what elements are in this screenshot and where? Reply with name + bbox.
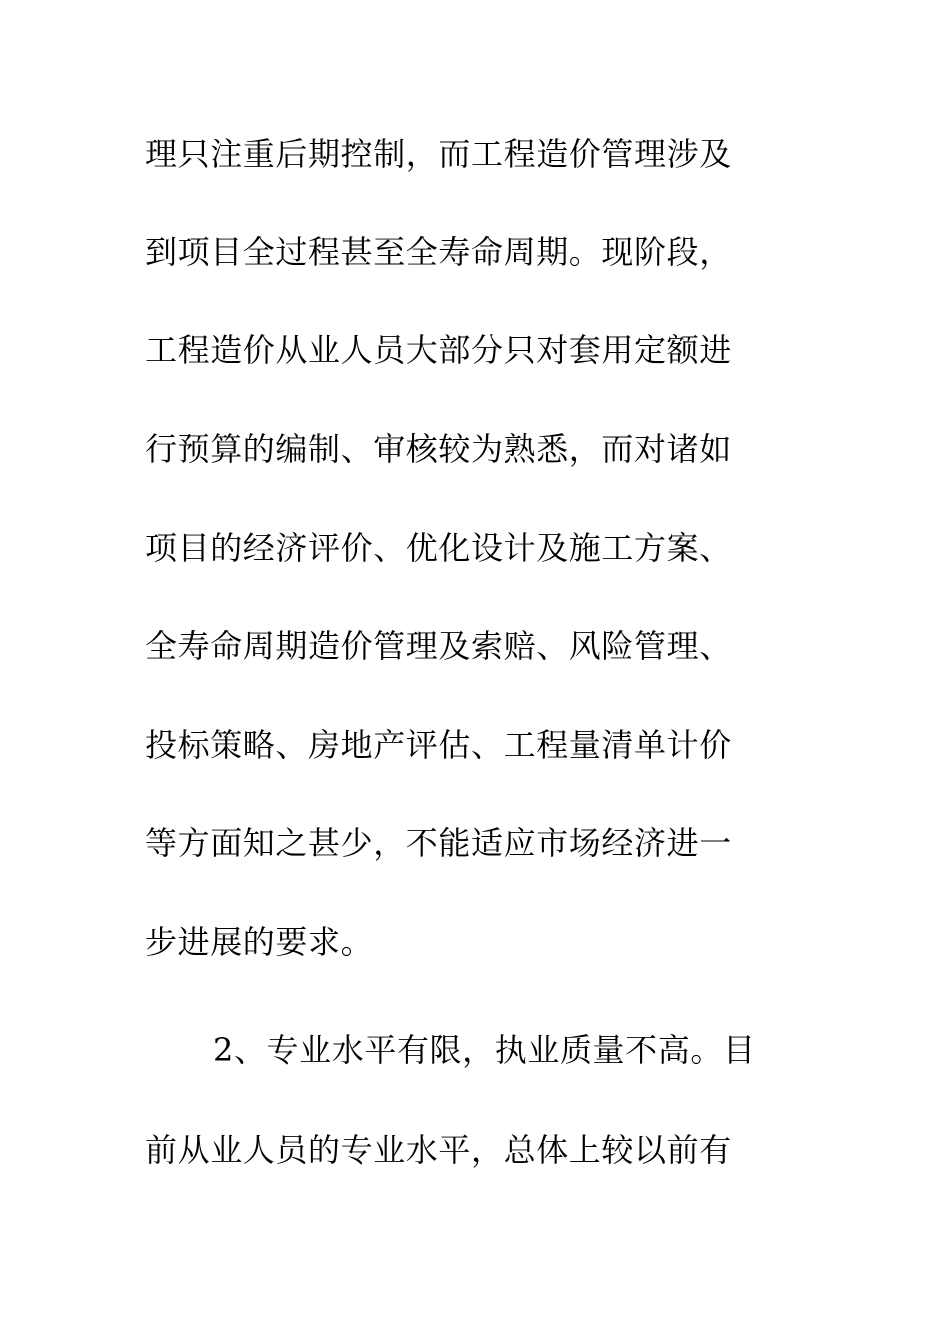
body-text-line: 全寿命周期造价管理及索赔、风险管理、 [145, 627, 732, 665]
body-text-line: 等方面知之甚少，不能适应市场经济进一 [145, 824, 732, 862]
body-text-line: 步进展的要求。 [145, 923, 374, 961]
body-text-line: 理只注重后期控制，而工程造价管理涉及 [145, 135, 732, 173]
body-text-line: 前从业人员的专业水平，总体上较以前有 [145, 1131, 732, 1169]
body-text-line: 工程造价从业人员大部分只对套用定额进 [145, 331, 732, 369]
body-text-line: 行预算的编制、审核较为熟悉，而对诸如 [145, 430, 732, 468]
body-text-line: 到项目全过程甚至全寿命周期。现阶段， [145, 233, 732, 271]
body-text-line: 投标策略、房地产评估、工程量清单计价 [145, 726, 732, 764]
body-text-line: 项目的经济评价、优化设计及施工方案、 [145, 529, 732, 567]
paragraph-start-line: 2、专业水平有限，执业质量不高。目 [213, 1031, 756, 1069]
